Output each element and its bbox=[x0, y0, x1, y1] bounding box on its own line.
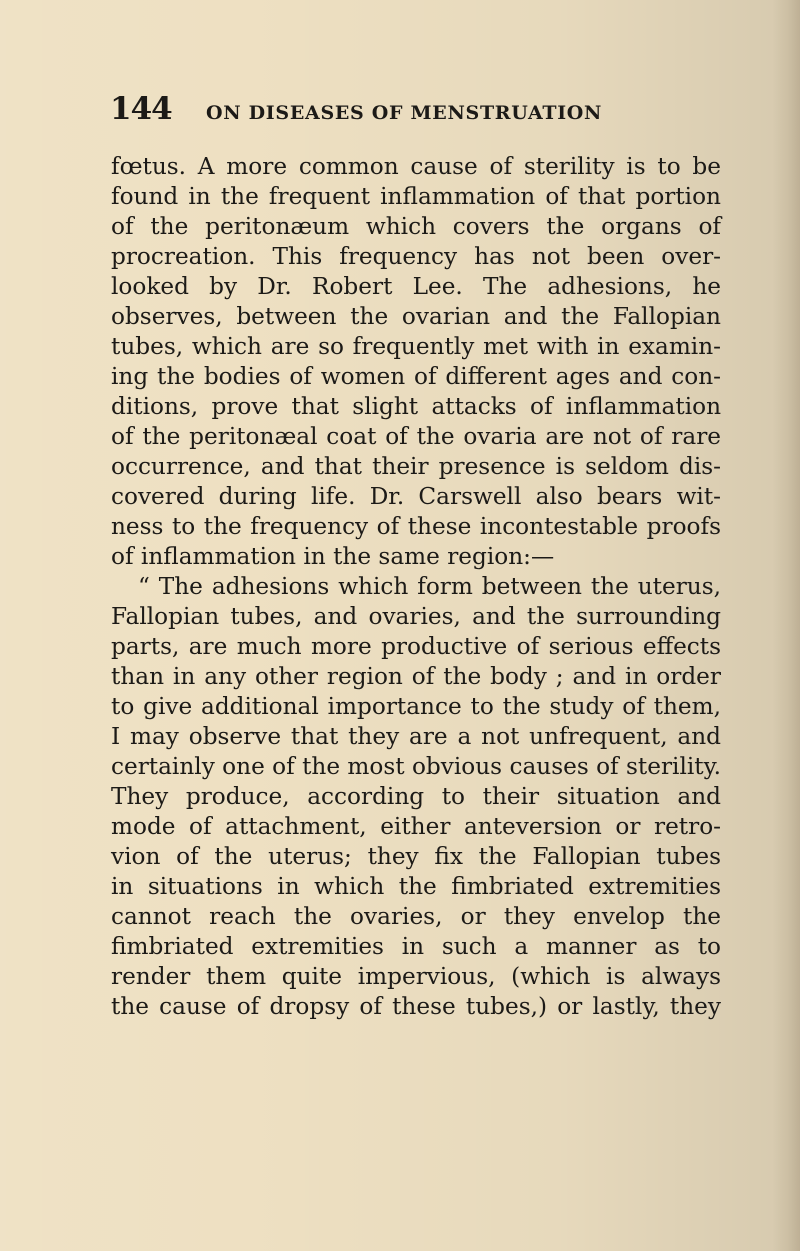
text-line: fœtus. A more common cause of sterility is to be bbox=[111, 153, 721, 180]
page-edge-shadow bbox=[772, 0, 800, 1251]
text-line: mode of attachment, either anteversion or retro- bbox=[111, 813, 721, 840]
text-line: fimbriated extremities in such a manner as to bbox=[111, 933, 721, 960]
text-line: vion of the uterus; they fix the Fallopian tubes bbox=[111, 843, 721, 870]
page-number: 144 bbox=[110, 91, 172, 127]
text-line: procreation. This frequency has not been over- bbox=[111, 243, 721, 270]
text-line: of the peritonæal coat of the ovaria are not of rare bbox=[111, 423, 721, 450]
text-line: I may observe that they are a not unfrequent, and bbox=[111, 723, 721, 750]
text-line: in situations in which the fimbriated extremities bbox=[111, 873, 721, 900]
text-line: to give additional importance to the study of them, bbox=[111, 693, 721, 720]
text-line: looked by Dr. Robert Lee. The adhesions, he bbox=[111, 273, 721, 300]
text-line: They produce, according to their situation and bbox=[111, 783, 721, 810]
text-line: parts, are much more productive of serious effects bbox=[111, 633, 721, 660]
text-line: occurrence, and that their presence is seldom dis- bbox=[111, 453, 721, 480]
text-line: ing the bodies of women of different ages and con- bbox=[111, 363, 721, 390]
text-line: covered during life. Dr. Carswell also bears wit- bbox=[111, 483, 721, 510]
quote-start-line: “ The adhesions which form between the uterus, bbox=[138, 573, 721, 600]
text-line: ness to the frequency of these incontestable proofs bbox=[111, 513, 721, 540]
text-line: certainly one of the most obvious causes of sterility. bbox=[111, 753, 721, 780]
page-header bbox=[110, 92, 710, 132]
text-line: tubes, which are so frequently met with in examin- bbox=[111, 333, 721, 360]
text-line: Fallopian tubes, and ovaries, and the surrounding bbox=[111, 603, 721, 630]
text-line: render them quite impervious, (which is always bbox=[111, 963, 721, 990]
text-line: found in the frequent inflammation of that portion bbox=[111, 183, 721, 210]
running-title: ON DISEASES OF MENSTRUATION bbox=[206, 102, 603, 124]
text-line: of inflammation in the same region:— bbox=[111, 543, 555, 570]
text-line: the cause of dropsy of these tubes,) or lastly, they bbox=[111, 993, 721, 1020]
body-text bbox=[111, 152, 721, 1022]
text-line: than in any other region of the body ; and in order bbox=[111, 663, 721, 690]
text-line: of the peritonæum which covers the organs of bbox=[111, 213, 721, 240]
text-line: observes, between the ovarian and the Fallopian bbox=[111, 303, 721, 330]
text-line: cannot reach the ovaries, or they envelop the bbox=[111, 903, 721, 930]
text-line: ditions, prove that slight attacks of inflammation bbox=[111, 393, 721, 420]
